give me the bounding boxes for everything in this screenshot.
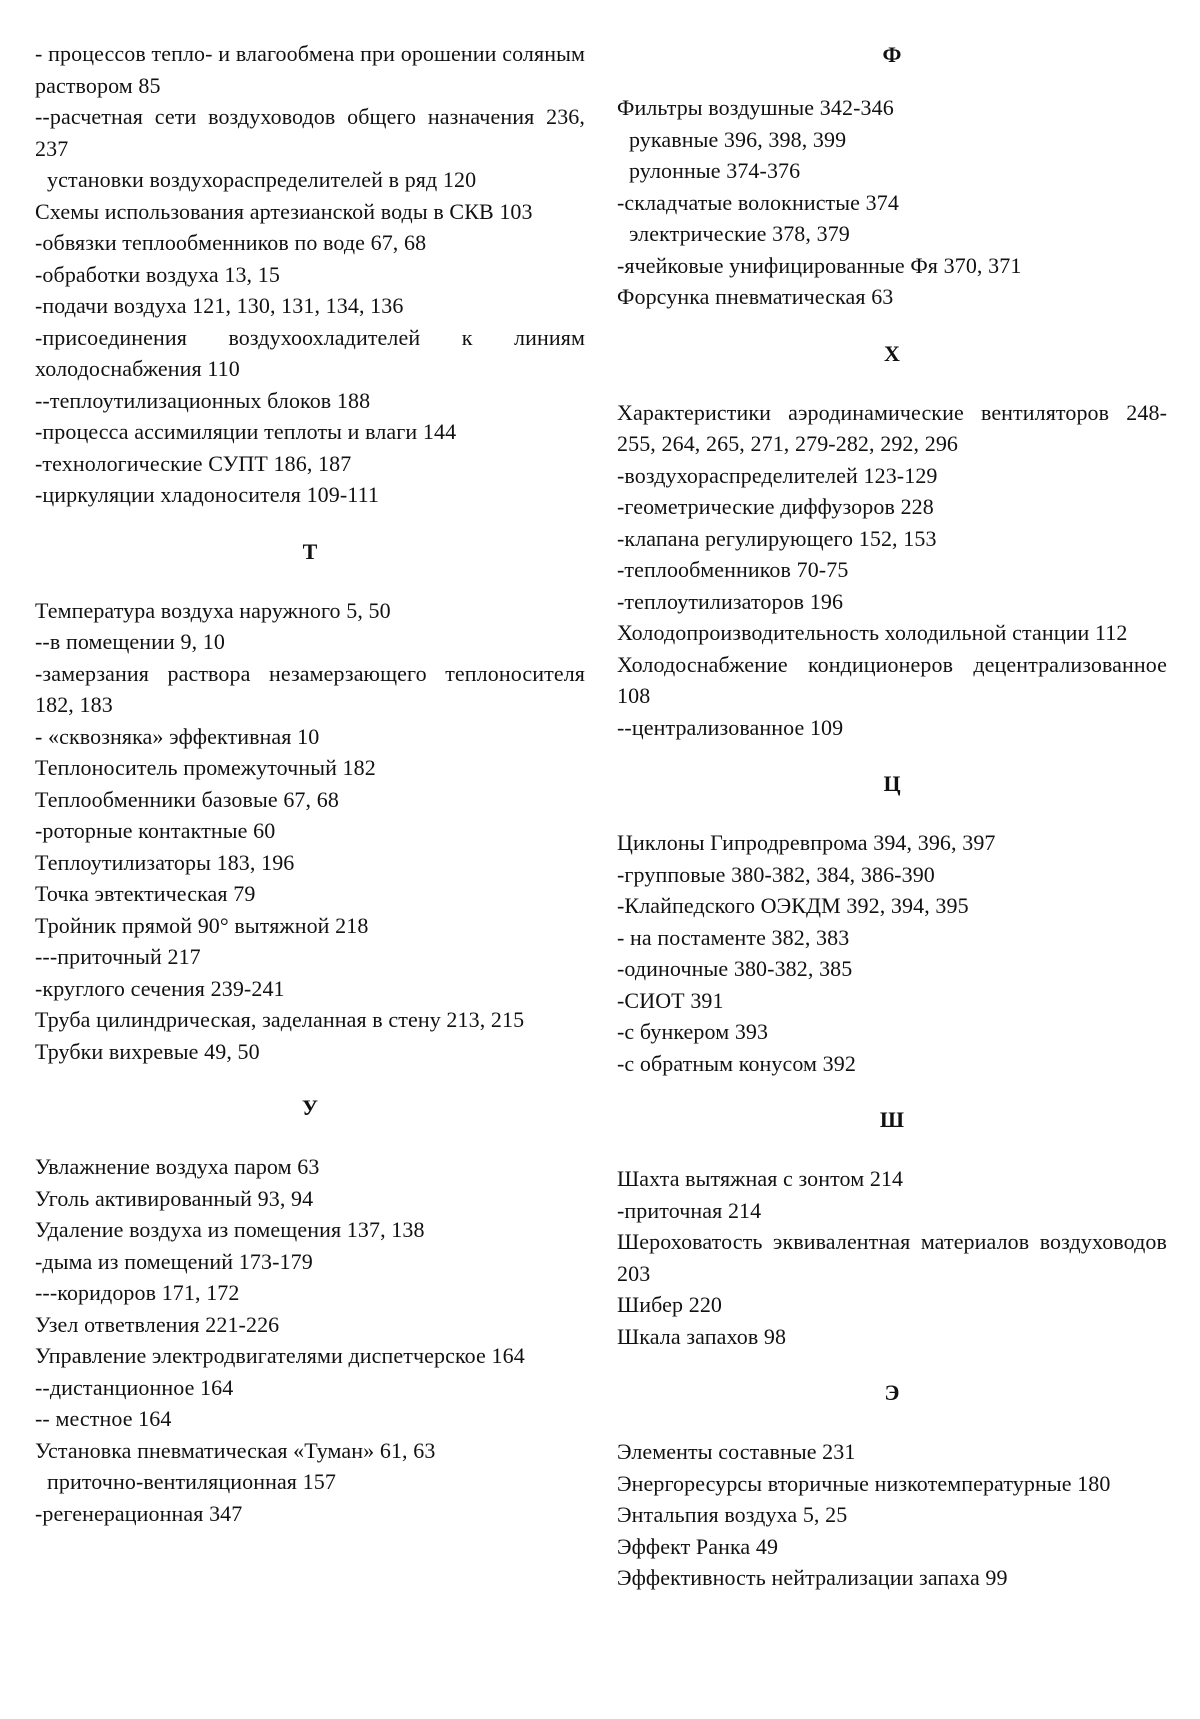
section-letter: Т [302,538,318,564]
index-entry: -ячейковые унифицированные Фя 370, 371 [617,252,1022,278]
index-entry: -круглого сечения 239-241 [35,975,285,1001]
index-entry: -геометрические диффузоров 228 [617,494,934,519]
index-entry: --теплоутилизационных блоков 188 [35,387,371,413]
index-entry: -обработки воздуха 13, 15 [35,261,280,287]
index-entry: --расчетная сети воздуховодов общего назначения 236, 237 [35,104,585,161]
index-entry: Теплоноситель промежуточный 182 [35,755,376,780]
index-entry: Эффект Ранка 49 [617,1533,779,1559]
index-entry: -приточная 214 [617,1197,762,1223]
index-entry: -клапана регулирующего 152, 153 [617,525,937,551]
index-entry: Энтальпия воздуха 5, 25 [617,1502,848,1527]
index-entry: -присоединения воздухоохладителей к линиям холодоснабжения 110 [35,324,585,381]
index-entry: Уголь активированный 93, 94 [35,1185,314,1211]
index-entry: -регенерационная 347 [35,1500,243,1526]
index-entry: - на постаменте 382, 383 [617,924,850,950]
index-entry: Форсунка пневматическая 63 [617,284,894,309]
index-entry: -дыма из помещений 173-179 [35,1248,313,1274]
index-entry: Циклоны Гипродревпрома 394, 396, 397 [617,830,996,855]
index-entry: установки воздухораспределителей в ряд 120 [47,167,477,192]
index-entry: -воздухораспределителей 123-129 [617,462,938,488]
index-entry: электрические 378, 379 [629,221,850,246]
index-entry: Установка пневматическая «Туман» 61, 63 [35,1437,436,1463]
index-entry: рулонные 374-376 [629,158,801,183]
index-entry: Элементы составные 231 [617,1439,856,1464]
section-letter: Х [884,340,900,366]
section-letter: У [301,1095,319,1120]
index-entry: - «сквозняка» эффективная 10 [35,723,320,749]
index-entry: рукавные 396, 398, 399 [629,126,847,152]
index-entry: -процесса ассимиляции теплоты и влаги 144 [35,419,457,444]
index-entry: Характеристики аэродинамические вентиляторов 248-255, 264, 265, 271, 279-282, 292, 296 [617,399,1167,456]
index-entry: -складчатые волокнистые 374 [617,189,899,215]
index-entry: --дистанционное 164 [35,1374,234,1400]
index-entry: Температура воздуха наружного 5, 50 [35,597,391,623]
index-entry: Шкала запахов 98 [617,1323,787,1349]
index-entry: -технологические СУПТ 186, 187 [35,450,352,476]
index-entry: Холодопроизводительность холодильной станции 112 [617,620,1128,645]
index-entry: -обвязки теплообменников по воде 67, 68 [35,230,427,255]
index-entry: Фильтры воздушные 342-346 [617,95,894,120]
index-entry: Энергоресурсы вторичные низкотемпературные 180 [617,1470,1111,1496]
section-letter: Ш [879,1107,905,1132]
index-entry: Тройник прямой 90° вытяжной 218 [35,912,369,938]
index-entry: ---коридоров 171, 172 [35,1280,240,1305]
index-entry: - процессов тепло- и влагообмена при орошении соляным раствором 85 [35,41,585,98]
index-entry: -с обратным конусом 392 [617,1050,856,1076]
index-right-column [617,38,1167,1594]
index-entry: -с бункером 393 [617,1019,769,1044]
index-entry: -Клайпедского ОЭКДМ 392, 394, 395 [617,893,969,918]
section-letter: Э [884,1380,900,1405]
index-entry: --в помещении 9, 10 [35,629,226,654]
index-entry: Увлажнение воздуха паром 63 [35,1154,320,1179]
index-entry: -- местное 164 [35,1406,172,1431]
index-entry: Узел ответвления 221-226 [35,1311,280,1337]
index-entry: Теплоутилизаторы 183, 196 [35,849,295,875]
index-entry: -СИОТ 391 [617,987,724,1013]
index-entry: Шахта вытяжная с зонтом 214 [617,1166,904,1191]
index-entry: -замерзания раствора незамерзающего теплоносителя 182, 183 [35,660,585,717]
index-entry: -подачи воздуха 121, 130, 131, 134, 136 [35,293,404,318]
index-left-column [35,38,585,1529]
section-letter: Ф [882,42,902,67]
index-entry: приточно-вентиляционная 157 [47,1469,336,1494]
index-entry: Теплообменники базовые 67, 68 [35,786,339,812]
section-letter: Ц [883,771,901,796]
index-entry: Эффективность нейтрализации запаха 99 [617,1565,1008,1590]
index-entry: Трубки вихревые 49, 50 [35,1038,260,1064]
index-entry: -одиночные 380-382, 385 [617,956,853,981]
index-entry: -теплоутилизаторов 196 [617,588,844,614]
index-entry: -циркуляции хладоносителя 109-111 [35,482,379,507]
index-entry: -роторные контактные 60 [35,818,276,843]
index-entry: Удаление воздуха из помещения 137, 138 [35,1217,425,1242]
index-entry: -групповые 380-382, 384, 386-390 [617,861,935,887]
index-entry: Холодоснабжение кондиционеров децентрализованное 108 [617,651,1167,708]
index-entry: Точка эвтектическая 79 [35,881,256,906]
index-entry: Шибер 220 [617,1292,723,1317]
index-entry: --централизованное 109 [617,714,844,740]
index-entry: Схемы использования артезианской воды в СКВ 103 [35,198,533,224]
index-entry: Шероховатость эквивалентная материалов воздуховодов 203 [617,1229,1167,1286]
index-entry: Управление электродвигателями диспетчерское 164 [35,1343,525,1368]
index-entry: -теплообменников 70-75 [617,557,849,582]
index-entry: ---приточный 217 [35,944,201,969]
index-entry: Труба цилиндрическая, заделанная в стену 213, 215 [35,1007,525,1032]
